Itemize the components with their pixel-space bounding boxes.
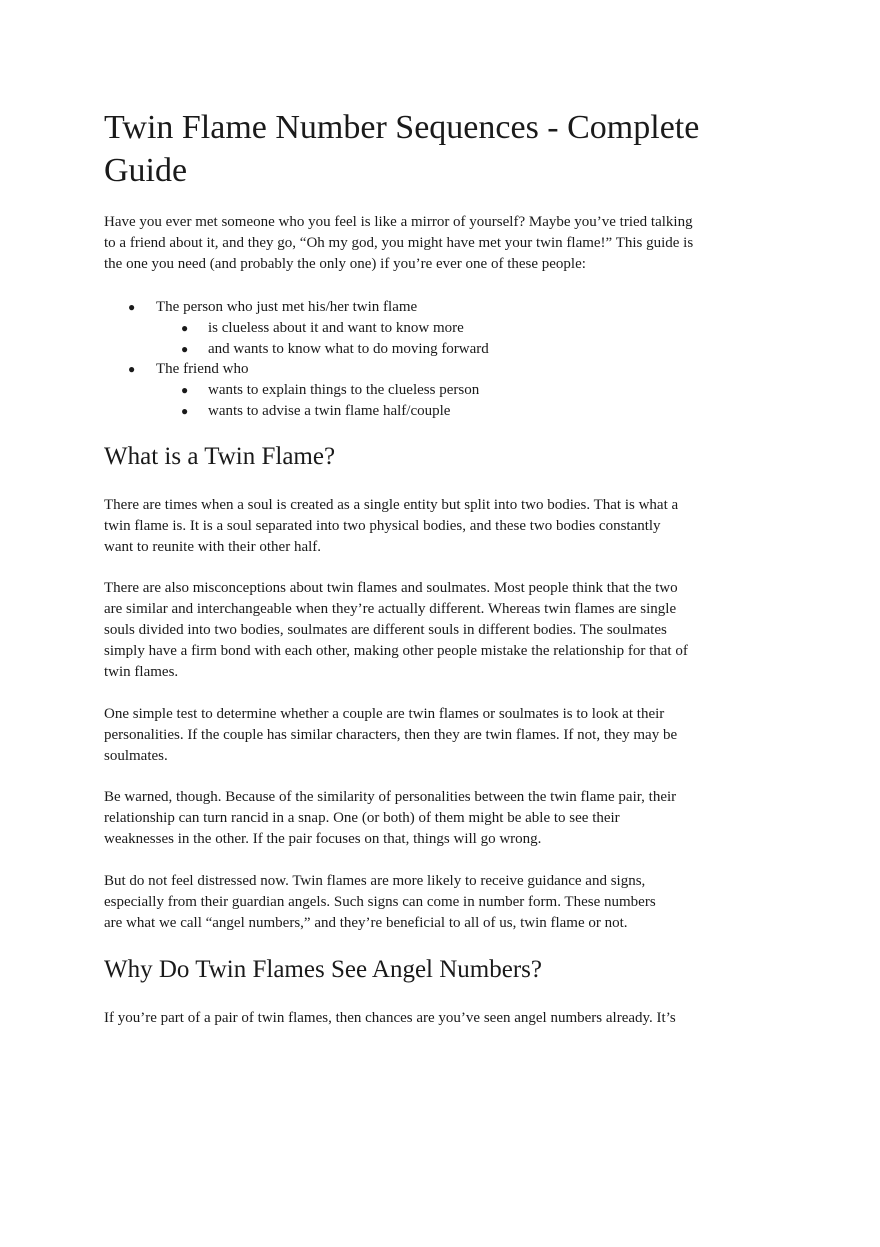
text-line: There are times when a soul is created as a single entity but split into two bodies. That is what a: [104, 497, 679, 513]
text-line: twin flames.: [104, 664, 179, 680]
text-line: One simple test to determine whether a couple are twin flames or soulmates is to look at their: [104, 706, 665, 722]
list-item: [104, 401, 489, 422]
list-item-label: The friend who: [156, 361, 249, 378]
text-line: Be warned, though. Because of the similarity of personalities between the twin flame pair, their: [104, 789, 677, 805]
section-heading: What is a Twin Flame?: [104, 443, 336, 470]
body-paragraph: [104, 578, 734, 683]
bullet-icon: ●: [181, 320, 189, 335]
section-heading: Why Do Twin Flames See Angel Numbers?: [104, 956, 543, 983]
list-item-label: wants to advise a twin flame half/couple: [208, 402, 451, 419]
intro-paragraph: [104, 212, 734, 275]
text-line: want to reunite with their other half.: [104, 539, 322, 555]
body-paragraph: [104, 871, 734, 934]
list-item: [104, 297, 489, 318]
body-paragraph: [104, 1008, 734, 1029]
text-line: Have you ever met someone who you feel is like a mirror of yourself? Maybe you’ve tried talking: [104, 214, 693, 230]
page-title: Twin Flame Number Sequences - Complete Guide: [104, 109, 700, 189]
list-item: [104, 359, 489, 380]
bullet-icon: ●: [181, 341, 189, 356]
text-line: But do not feel distressed now. Twin flames are more likely to receive guidance and signs,: [104, 873, 646, 889]
list-item-label: The person who just met his/her twin flame: [156, 299, 418, 315]
bullet-icon: ●: [181, 403, 189, 418]
text-line: to a friend about it, and they go, “Oh my god, you might have met your twin flame!” This guide is: [104, 235, 694, 251]
body-paragraph: [104, 704, 734, 767]
list-item: [104, 318, 489, 339]
list-item-label: and wants to know what to do moving forward: [208, 340, 489, 357]
text-line: simply have a firm bond with each other, making other people mistake the relationship for that of: [104, 643, 688, 659]
text-line: relationship can turn rancid in a snap. One (or both) of them might be able to see their: [104, 810, 620, 826]
audience-list: [104, 297, 489, 422]
text-line: weaknesses in the other. If the pair focuses on that, things will go wrong.: [104, 831, 542, 847]
text-line: especially from their guardian angels. Such signs can come in number form. These numbers: [104, 894, 656, 910]
bullet-icon: ●: [181, 383, 189, 398]
text-line: are what we call “angel numbers,” and they’re beneficial to all of us, twin flame or not.: [104, 915, 628, 931]
bullet-icon: ●: [128, 362, 136, 377]
list-item-label: is clueless about it and want to know more: [208, 319, 464, 336]
list-item: [104, 380, 489, 401]
text-line: soulmates.: [104, 748, 168, 764]
list-item: [104, 339, 489, 360]
text-line: personalities. If the couple has similar characters, then they are twin flames. If not, they may be: [104, 727, 678, 743]
text-line: There are also misconceptions about twin flames and soulmates. Most people think that the two: [104, 580, 678, 596]
text-line: twin flame is. It is a soul separated into two physical bodies, and these two bodies constantly: [104, 518, 661, 534]
body-paragraph: [104, 787, 734, 850]
text-line: the one you need (and probably the only one) if you’re ever one of these people:: [104, 256, 586, 272]
text-line: If you’re part of a pair of twin flames, then chances are you’ve seen angel numbers already. It’s: [104, 1010, 676, 1026]
text-line: souls divided into two bodies, soulmates are different souls in different bodies. The soulmates: [104, 622, 667, 638]
list-item-label: wants to explain things to the clueless person: [208, 382, 480, 399]
body-paragraph: [104, 495, 734, 558]
text-line: are similar and interchangeable when they’re actually different. Whereas twin flames are single: [104, 601, 677, 617]
bullet-icon: ●: [128, 300, 136, 314]
